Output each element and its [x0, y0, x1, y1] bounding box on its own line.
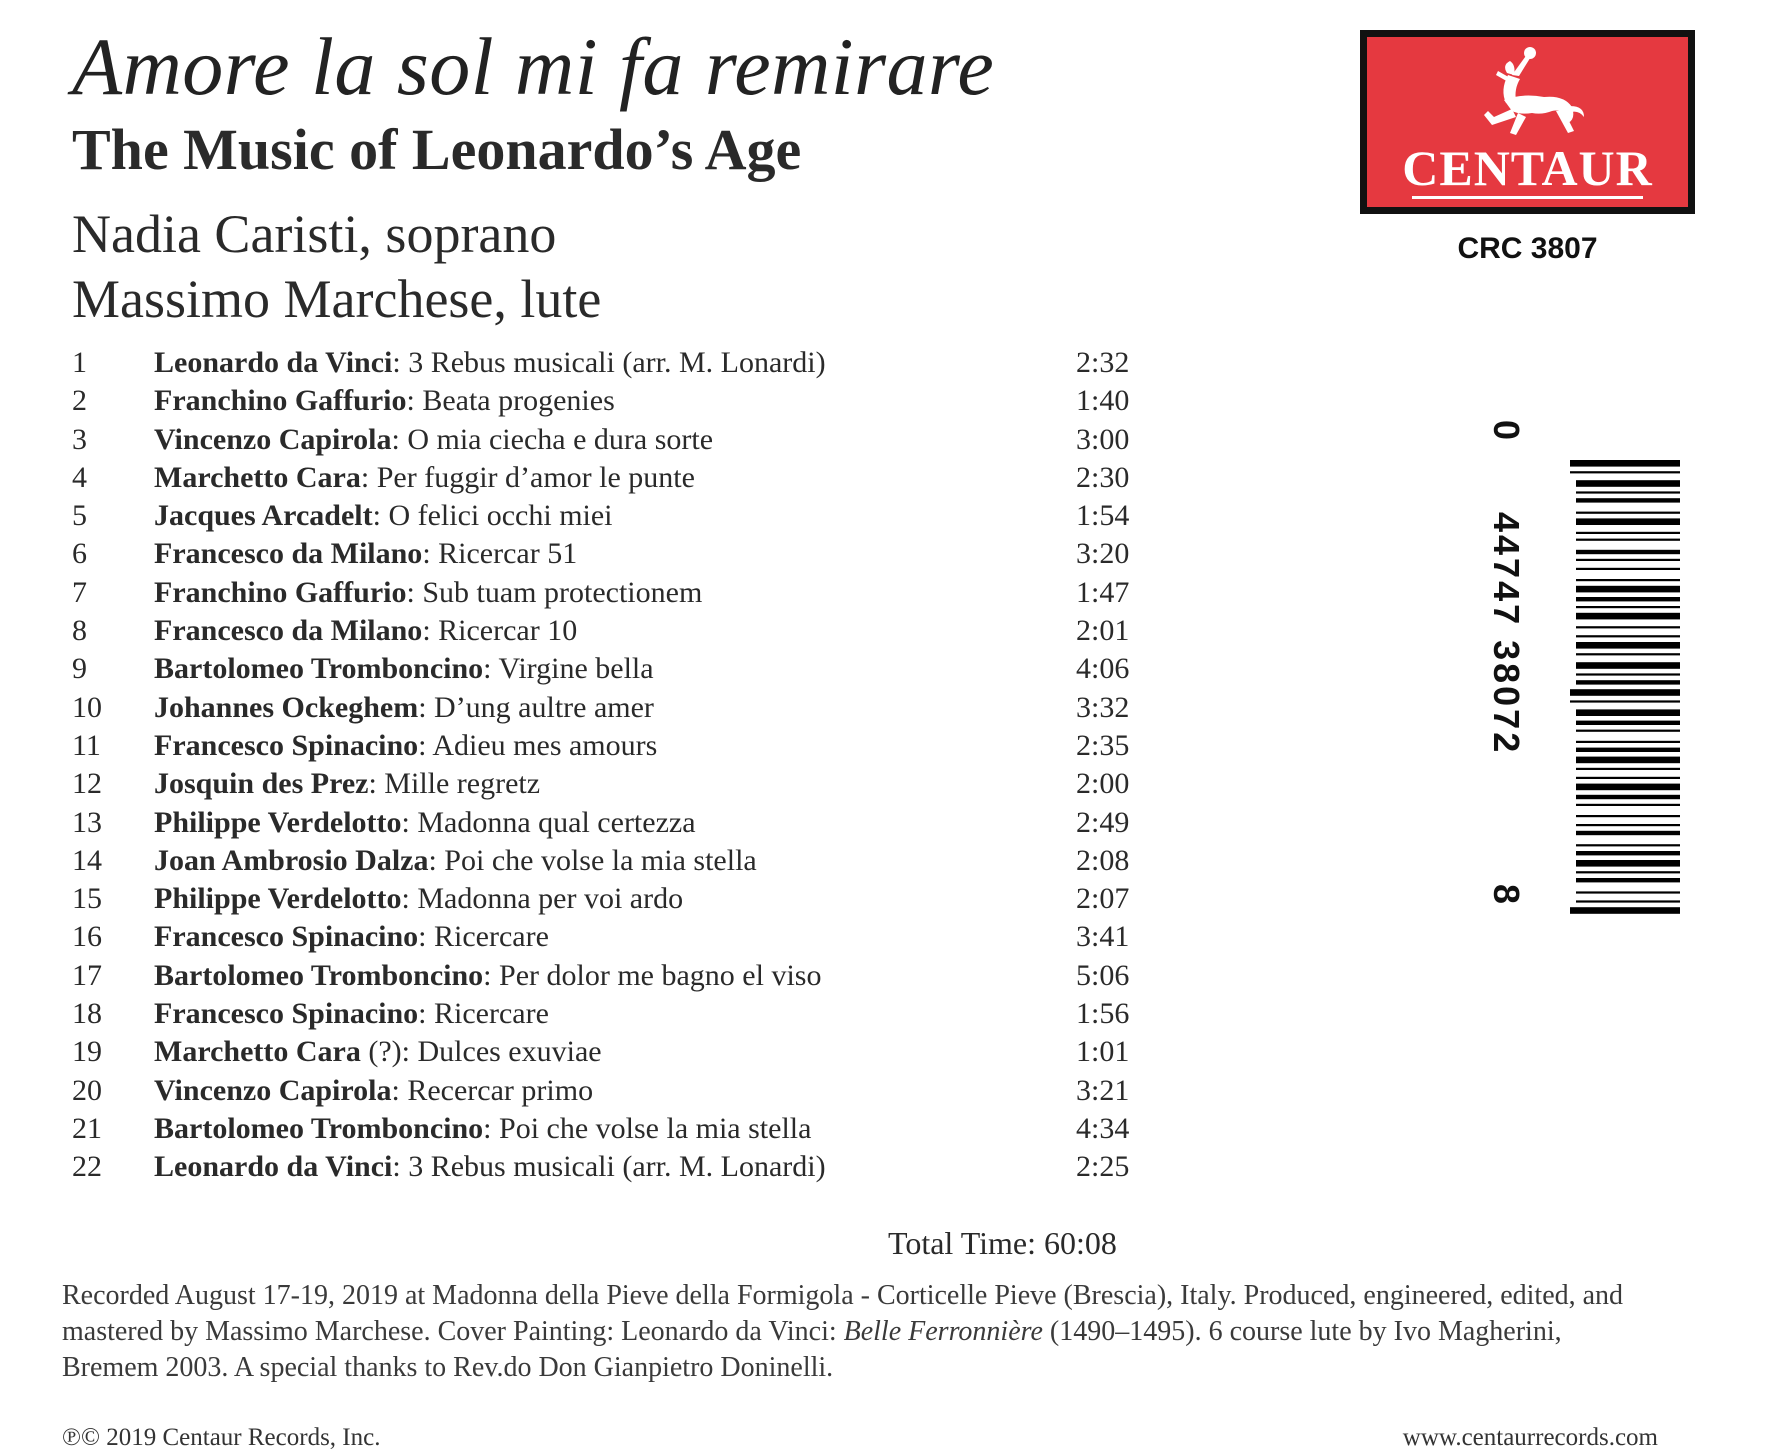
- track-work: : Poi che volse la mia stella: [428, 843, 757, 877]
- barcode-bar: [1576, 642, 1680, 649]
- track-number: 2: [72, 384, 87, 418]
- track-number: 19: [72, 1035, 102, 1069]
- track-number: 4: [72, 460, 87, 494]
- barcode-bar: [1576, 891, 1680, 893]
- track-work: : Poi che volse la mia stella: [483, 1111, 812, 1145]
- track-work: : Mille regretz: [368, 767, 541, 801]
- barcode-bar: [1576, 518, 1680, 525]
- track-title: [154, 1072, 593, 1110]
- track-number: 10: [72, 690, 102, 724]
- track-list: [72, 344, 1152, 1187]
- track-row: [72, 459, 1152, 497]
- track-composer: Franchino Gaffurio: [154, 384, 407, 418]
- track-work: : Sub tuam protectionem: [406, 575, 703, 609]
- barcode-bar: [1576, 512, 1680, 514]
- track-row: [72, 497, 1152, 535]
- track-row: [72, 612, 1152, 650]
- track-duration: 3:00: [1076, 422, 1130, 456]
- track-duration: 2:49: [1076, 805, 1130, 839]
- barcode-bar: [1576, 777, 1680, 779]
- barcode-bar: [1576, 539, 1680, 541]
- barcode-bar: [1570, 689, 1680, 696]
- track-composer: Johannes Ockeghem: [154, 690, 419, 724]
- barcode-bar: [1570, 471, 1680, 473]
- barcode-bar: [1576, 635, 1680, 637]
- track-composer: Vincenzo Capirola: [154, 1073, 392, 1107]
- barcode-bar: [1576, 550, 1680, 554]
- track-duration: 3:20: [1076, 537, 1130, 571]
- track-composer: Franchino Gaffurio: [154, 575, 407, 609]
- track-number: 6: [72, 537, 87, 571]
- track-title: [154, 612, 577, 650]
- track-duration: 1:56: [1076, 997, 1130, 1031]
- track-duration: 3:41: [1076, 920, 1130, 954]
- track-row: [72, 382, 1152, 420]
- barcode-bar: [1576, 795, 1680, 799]
- track-composer: Marchetto Cara: [154, 1035, 361, 1069]
- track-duration: 2:32: [1076, 346, 1130, 379]
- barcode-bar: [1576, 626, 1680, 628]
- barcode-bar: [1576, 851, 1680, 855]
- barcode-bar: [1576, 579, 1680, 581]
- barcode-bar: [1576, 568, 1680, 570]
- track-duration: 2:30: [1076, 460, 1130, 494]
- track-work: : D’ung aultre amer: [418, 690, 654, 724]
- track-work: : Recercar primo: [391, 1073, 594, 1107]
- track-title: [154, 459, 695, 497]
- barcode-bar: [1576, 824, 1680, 826]
- barcode-bar: [1576, 673, 1680, 675]
- track-composer: Leonardo da Vinci: [154, 346, 393, 379]
- track-number: 9: [72, 652, 87, 686]
- track-number: 17: [72, 958, 102, 992]
- logo-underline: [1412, 196, 1643, 199]
- track-composer: Francesco da Milano: [154, 537, 423, 571]
- track-title: [154, 421, 713, 459]
- track-duration: 1:47: [1076, 575, 1130, 609]
- centaur-logo: [1360, 30, 1695, 214]
- track-duration: 5:06: [1076, 958, 1130, 992]
- album-subtitle: The Music of Leonardo’s Age: [72, 117, 802, 182]
- track-composer: Vincenzo Capirola: [154, 422, 392, 456]
- track-duration: 2:25: [1076, 1150, 1130, 1184]
- track-title: [154, 727, 657, 765]
- barcode-bar: [1576, 709, 1680, 716]
- barcode-bar: [1576, 680, 1680, 684]
- barcode-bar: [1570, 907, 1680, 914]
- barcode-bar: [1576, 491, 1680, 493]
- logo-red-panel: [1367, 37, 1688, 207]
- track-number: 14: [72, 843, 102, 877]
- track-composer: Francesco Spinacino: [154, 920, 419, 954]
- barcode-bar: [1576, 498, 1680, 502]
- track-title: [154, 957, 821, 995]
- track-title: [154, 1110, 811, 1148]
- barcode-bar: [1576, 606, 1680, 608]
- track-composer: Bartolomeo Tromboncino: [154, 1111, 484, 1145]
- barcode-bar: [1570, 460, 1680, 467]
- barcode-bar: [1576, 662, 1680, 669]
- track-work: : Ricercare: [418, 997, 549, 1031]
- track-row: [72, 804, 1152, 842]
- track-number: 7: [72, 575, 87, 609]
- track-duration: 3:21: [1076, 1073, 1130, 1107]
- track-row: [72, 842, 1152, 880]
- total-time: Total Time: 60:08: [888, 1225, 1117, 1261]
- upc-barcode: [1480, 400, 1680, 925]
- track-work: : Beata progenies: [406, 384, 615, 418]
- track-row: [72, 535, 1152, 573]
- track-row: [72, 918, 1152, 956]
- track-duration: 4:34: [1076, 1111, 1130, 1145]
- track-title: [154, 842, 757, 880]
- track-row: [72, 574, 1152, 612]
- track-number: 8: [72, 614, 87, 648]
- track-composer: Josquin des Prez: [154, 767, 369, 801]
- track-duration: 1:40: [1076, 384, 1130, 418]
- track-work: : Ricercar 10: [422, 614, 578, 648]
- barcode-bar: [1576, 871, 1680, 873]
- track-duration: 1:54: [1076, 499, 1130, 533]
- track-duration: 2:07: [1076, 882, 1130, 916]
- track-composer: Jacques Arcadelt: [154, 499, 373, 533]
- barcode-bar: [1576, 613, 1680, 620]
- track-number: 20: [72, 1073, 102, 1107]
- barcode-bar: [1576, 480, 1680, 487]
- barcode-digit-top: 0: [1486, 420, 1527, 441]
- track-row: [72, 880, 1152, 918]
- track-work: : O felici occhi miei: [372, 499, 613, 533]
- track-composer: Philippe Verdelotto: [154, 805, 402, 839]
- track-work: : Madonna qual certezza: [401, 805, 696, 839]
- track-row: [72, 727, 1152, 765]
- track-number: 15: [72, 882, 102, 916]
- track-row: [72, 650, 1152, 688]
- track-work: : Madonna per voi ardo: [401, 882, 684, 916]
- track-composer: Francesco da Milano: [154, 614, 423, 648]
- barcode-bar: [1576, 532, 1680, 534]
- track-number: 11: [72, 728, 101, 762]
- track-composer: Leonardo da Vinci: [154, 1150, 393, 1184]
- performer-lute: Massimo Marchese, lute: [72, 269, 602, 329]
- barcode-bar: [1576, 741, 1680, 743]
- track-title: [154, 689, 654, 727]
- track-title: [154, 650, 654, 688]
- barcode-bar: [1570, 700, 1680, 702]
- track-row: [72, 995, 1152, 1033]
- track-composer: Francesco Spinacino: [154, 997, 419, 1031]
- barcode-bar: [1576, 815, 1680, 817]
- track-work: : Ricercare: [418, 920, 549, 954]
- liner-notes-part1: Recorded August 17-19, 2019 at Madonna della Pieve della Formigola - Corticelle Pieve (Brescia), Italy. Produced, engineered, edited, and mastered by Massimo Marchese. Cover Painting: Leonardo da Vinci:: [62, 1280, 1624, 1347]
- barcode-bar: [1576, 900, 1680, 902]
- track-title: [154, 918, 549, 956]
- track-row: [72, 421, 1152, 459]
- track-composer: Joan Ambrosio Dalza: [154, 843, 429, 877]
- track-row: [72, 765, 1152, 803]
- track-title: [154, 535, 577, 573]
- track-title: [154, 765, 540, 803]
- track-number: 13: [72, 805, 102, 839]
- copyright-notice: ℗© 2019 Centaur Records, Inc.: [62, 1424, 381, 1451]
- track-work: : 3 Rebus musicali (arr. M. Lonardi): [392, 346, 826, 379]
- album-title: Amore la sol mi fa remirare: [72, 21, 995, 112]
- painting-title: Belle Ferronnière: [843, 1316, 1043, 1347]
- track-composer: Francesco Spinacino: [154, 728, 419, 762]
- logo-wordmark: CENTAUR: [1402, 140, 1653, 196]
- barcode-bar: [1576, 597, 1680, 601]
- track-number: 21: [72, 1111, 102, 1145]
- barcode-bar: [1576, 730, 1680, 732]
- track-title: [154, 344, 826, 382]
- track-title: [154, 804, 696, 842]
- track-composer: Bartolomeo Tromboncino: [154, 958, 484, 992]
- barcode-bar: [1576, 586, 1680, 593]
- track-composer: Marchetto Cara: [154, 460, 361, 494]
- track-composer: Philippe Verdelotto: [154, 882, 402, 916]
- barcode-bar: [1576, 878, 1680, 882]
- track-row: [72, 344, 1152, 382]
- barcode-bar: [1576, 559, 1680, 561]
- track-duration: 2:00: [1076, 767, 1130, 801]
- track-number: 12: [72, 767, 102, 801]
- track-title: [154, 497, 613, 535]
- track-title: [154, 995, 549, 1033]
- track-row: [72, 1148, 1152, 1186]
- barcode-bar: [1576, 844, 1680, 846]
- track-work: : Per fuggir d’amor le punte: [360, 460, 695, 494]
- track-row: [72, 957, 1152, 995]
- track-number: 1: [72, 346, 87, 379]
- liner-notes: [62, 1278, 1662, 1386]
- track-title: [154, 1033, 602, 1071]
- track-title: [154, 880, 683, 918]
- track-duration: 2:35: [1076, 728, 1130, 762]
- track-duration: 2:08: [1076, 843, 1130, 877]
- track-duration: 1:01: [1076, 1035, 1130, 1069]
- track-composer: Bartolomeo Tromboncino: [154, 652, 484, 686]
- barcode-bar: [1576, 653, 1680, 655]
- barcode-bar: [1576, 804, 1680, 806]
- track-work: : Adieu mes amours: [418, 728, 658, 762]
- barcode-bar: [1576, 784, 1680, 791]
- track-number: 22: [72, 1150, 102, 1184]
- track-work: (?): Dulces exuviae: [360, 1035, 602, 1069]
- track-number: 16: [72, 920, 102, 954]
- barcode-digits-main: 44747 38072: [1486, 512, 1527, 756]
- track-number: 3: [72, 422, 87, 456]
- track-number: 5: [72, 499, 87, 533]
- track-work: : 3 Rebus musicali (arr. M. Lonardi): [392, 1150, 826, 1184]
- track-title: [154, 574, 702, 612]
- barcode-bar: [1576, 768, 1680, 770]
- website-url: www.centaurrecords.com: [1402, 1424, 1658, 1451]
- performer-soprano: Nadia Caristi, soprano: [72, 204, 557, 264]
- track-duration: 3:32: [1076, 690, 1130, 724]
- track-title: [154, 1148, 826, 1186]
- track-work: : Ricercar 51: [422, 537, 578, 571]
- centaur-icon: [1472, 45, 1592, 150]
- track-number: 18: [72, 997, 102, 1031]
- track-duration: 2:01: [1076, 614, 1130, 648]
- barcode-bar: [1576, 721, 1680, 725]
- track-row: [72, 1072, 1152, 1110]
- track-row: [72, 1110, 1152, 1148]
- track-duration: 4:06: [1076, 652, 1130, 686]
- track-row: [72, 689, 1152, 727]
- barcode-bar: [1576, 860, 1680, 867]
- track-work: : Per dolor me bagno el viso: [483, 958, 822, 992]
- barcode-bar: [1576, 757, 1680, 764]
- catalog-number: CRC 3807: [1457, 232, 1598, 265]
- track-title: [154, 382, 615, 420]
- barcode-bar: [1576, 748, 1680, 752]
- barcode-bar: [1576, 831, 1680, 835]
- liner-notes-part2: (1490–1495). 6 course lute by Ivo Magherini, Bremem 2003. A special thanks to Rev.do Don Gianpietro Doninelli.: [62, 1316, 1562, 1383]
- track-work: : Virgine bella: [483, 652, 654, 686]
- track-work: : O mia ciecha e dura sorte: [391, 422, 714, 456]
- track-row: [72, 1033, 1152, 1071]
- barcode-digit-bottom: 8: [1486, 884, 1527, 905]
